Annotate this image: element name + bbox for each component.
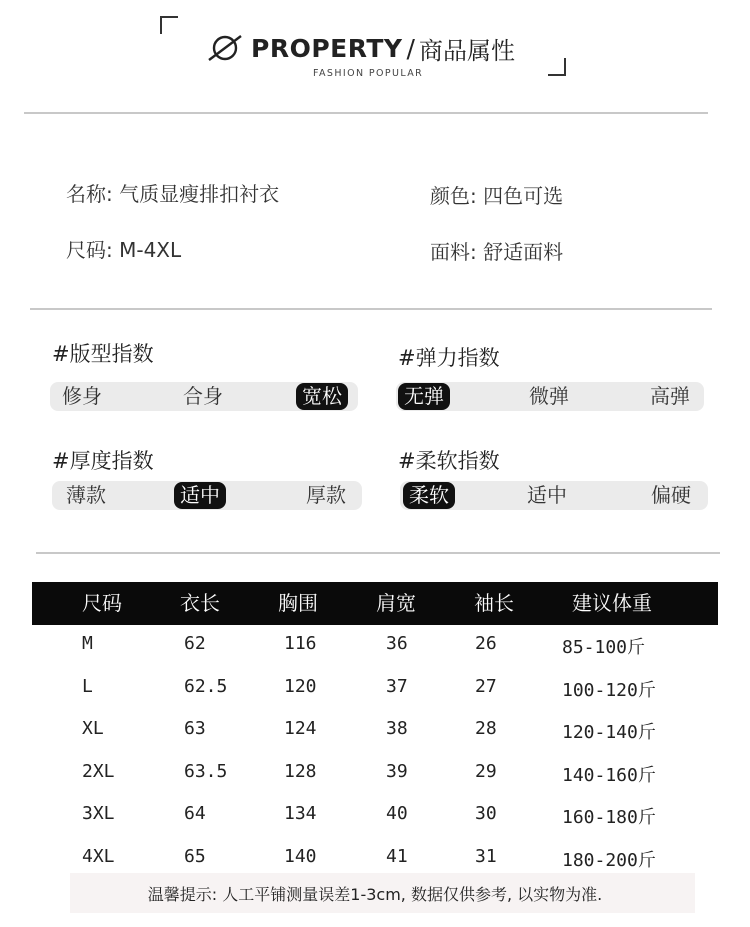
index-title-fit: #版型指数: [52, 342, 154, 366]
index-option-selected: 柔软: [403, 482, 455, 509]
table-header-cell: 袖长: [474, 591, 514, 615]
product-name: 名称: 气质显瘦排扣衬衣: [66, 182, 280, 206]
index-scale-thickness: [52, 481, 362, 510]
table-cell: 36: [386, 633, 408, 654]
table-cell: 65: [184, 846, 206, 867]
index-scale-fit: [50, 382, 358, 411]
index-option: 薄款: [66, 483, 106, 507]
table-header-cell: 胸围: [278, 591, 318, 615]
table-cell: 64: [184, 803, 206, 825]
divider-bottom: [36, 552, 720, 554]
index-scale-softness: [400, 481, 708, 510]
table-cell: 62.5: [184, 675, 228, 697]
corner-bracket-bottom-right: [548, 58, 566, 76]
index-option-selected: 适中: [174, 482, 226, 509]
index-option: 修身: [62, 384, 102, 408]
table-cell: 140: [284, 846, 317, 867]
table-cell: 140-160斤: [562, 764, 656, 786]
table-cell: 128: [284, 760, 317, 782]
table-cell: 180-200斤: [562, 850, 656, 871]
index-scale-elasticity: [396, 382, 704, 411]
table-cell: 134: [284, 803, 317, 825]
title-separator: /: [406, 33, 415, 63]
index-title-elasticity: #弹力指数: [398, 346, 500, 370]
table-cell: 28: [475, 718, 497, 740]
table-cell: 85-100斤: [562, 637, 646, 658]
index-option-selected: 宽松: [296, 383, 348, 410]
table-cell: M: [82, 633, 93, 654]
table-cell: 31: [475, 846, 497, 867]
table-cell: 26: [475, 633, 497, 654]
table-cell: 120: [284, 675, 317, 697]
table-cell: 124: [284, 718, 317, 740]
index-option: 厚款: [306, 483, 346, 507]
table-cell: 62: [184, 633, 206, 654]
table-header-cell: 建议体重: [572, 591, 652, 615]
table-cell: 41: [386, 846, 408, 867]
divider-top: [24, 112, 708, 114]
table-header-cell: 肩宽: [376, 591, 416, 615]
table-cell: 3XL: [82, 803, 115, 825]
table-cell: 63: [184, 718, 206, 740]
index-option-selected: 无弹: [398, 383, 450, 410]
subtitle: FASHION POPULAR: [313, 68, 424, 79]
index-option: 偏硬: [651, 483, 691, 507]
index-option: 适中: [527, 483, 567, 507]
table-cell: XL: [82, 718, 104, 740]
index-option: 高弹: [650, 384, 690, 408]
title-english: PROPERTY: [251, 33, 403, 63]
index-title-softness: #柔软指数: [398, 449, 500, 473]
corner-bracket-top-left: [160, 16, 178, 34]
table-cell: 120-140斤: [562, 722, 656, 744]
table-header-cell: 衣长: [180, 591, 220, 615]
table-cell: 37: [386, 675, 408, 697]
table-cell: L: [82, 675, 93, 697]
measurement-note: 温馨提示: 人工平铺测量误差1-3cm, 数据仅供参考, 以实物为准.: [147, 885, 603, 904]
index-title-thickness: #厚度指数: [52, 449, 154, 473]
table-cell: 160-180斤: [562, 807, 656, 829]
product-fabric: 面料: 舒适面料: [430, 240, 564, 264]
table-cell: 63.5: [184, 760, 228, 782]
table-header-cell: 尺码: [82, 591, 122, 615]
product-color: 颜色: 四色可选: [430, 184, 564, 208]
divider-middle: [30, 308, 712, 310]
table-cell: 30: [475, 803, 497, 825]
section-title: [205, 30, 515, 66]
table-cell: 38: [386, 718, 408, 740]
table-cell: 116: [284, 633, 317, 654]
index-option: 微弹: [529, 384, 569, 408]
table-cell: 2XL: [82, 760, 115, 782]
product-size-range: 尺码: M-4XL: [66, 238, 182, 262]
table-cell: 27: [475, 675, 497, 697]
size-table-header: [32, 582, 718, 625]
title-chinese: 商品属性: [418, 36, 515, 65]
table-cell: 39: [386, 760, 408, 782]
index-option: 合身: [183, 384, 223, 408]
table-cell: 100-120斤: [562, 679, 656, 701]
table-cell: 29: [475, 760, 497, 782]
circle-slash-icon: [205, 34, 245, 62]
table-cell: 4XL: [82, 846, 115, 867]
table-cell: 40: [386, 803, 408, 825]
